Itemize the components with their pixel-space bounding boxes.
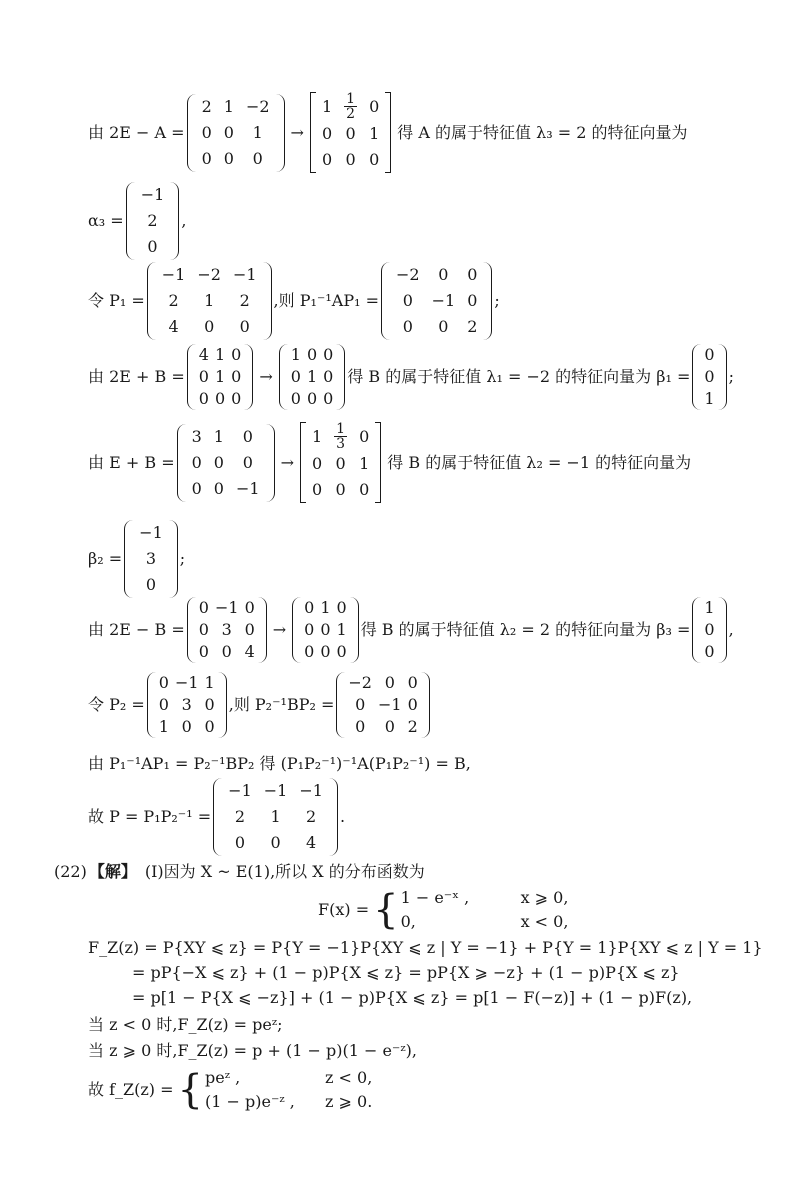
- matrix-cell: 0: [270, 833, 281, 852]
- matrix-cell: −1: [174, 673, 199, 692]
- q22-intro: (Ⅰ)因为 X ~ E(1),所以 X 的分布函数为: [144, 862, 425, 881]
- matrix-p-result: [213, 778, 338, 856]
- matrix-cell: 0: [223, 122, 234, 142]
- matrix-cell: 0: [320, 620, 331, 639]
- beta2-label: β₂ =: [88, 549, 123, 568]
- left-brace-icon: {: [177, 1067, 203, 1113]
- matrix-cell: 2: [201, 96, 212, 116]
- p1-suffix: ;: [494, 291, 500, 310]
- step2-prefix: 由 2E + B =: [88, 367, 185, 386]
- matrix-cell: 3: [191, 426, 202, 446]
- fz-line-1: [88, 936, 763, 960]
- step4-text: 得 B 的属于特征值 λ₂ = 2 的特征向量为 β₃ =: [360, 620, 691, 639]
- fz-derivation-1: F_Z(z) = P{XY ⩽ z} = P{Y = −1}P{XY ⩽ z | Y = −1} + P{Y = 1}P{XY ⩽ z | Y = 1}: [88, 938, 763, 957]
- case-neg-text: 当 z < 0 时,F_Z(z) = peᶻ;: [88, 1015, 283, 1034]
- matrix-2e-minus-b-reduced: [292, 597, 359, 663]
- matrix-cell: 2: [234, 807, 246, 826]
- matrix-cell: 0: [323, 389, 334, 408]
- matrix-cell: −2: [396, 265, 420, 284]
- case-pos-line: [88, 1039, 417, 1063]
- step4-line: [88, 597, 734, 663]
- matrix-cell: −1: [263, 781, 288, 800]
- matrix-cell: 0: [467, 265, 478, 284]
- matrix-cell: 0: [369, 96, 380, 116]
- matrix-cell: 1: [369, 124, 380, 143]
- matrix-cell: 0: [244, 598, 255, 617]
- vector-cell: −1: [140, 185, 165, 204]
- beta2-line: [88, 520, 185, 598]
- alpha3-label: α₃ =: [88, 211, 124, 230]
- pdf-line: [88, 1066, 372, 1114]
- vector-cell: 1: [704, 389, 715, 408]
- matrix-cell: 0: [198, 598, 209, 617]
- matrix-cell: 0: [321, 150, 333, 169]
- relation-line: [88, 752, 471, 776]
- matrix-cell: 1: [252, 122, 263, 142]
- matrix-cell: 1: [336, 620, 347, 639]
- matrix-2e-minus-b: [187, 597, 267, 663]
- matrix-cell: 0: [311, 480, 323, 499]
- matrix-cell: 0: [304, 642, 315, 661]
- matrix-2e-minus-a: [187, 94, 285, 172]
- matrix-cell: 4: [198, 345, 209, 364]
- matrix-cell: 1: [320, 598, 331, 617]
- cdf-x-cases: [401, 886, 569, 934]
- matrix-cell: 0: [244, 620, 255, 639]
- beta3-vector: [692, 597, 726, 663]
- matrix-cell: 1: [290, 345, 301, 364]
- p1-mid: ,则 P₁⁻¹AP₁ =: [273, 291, 379, 310]
- matrix-cell: −1: [299, 781, 323, 800]
- p1-label: 令 P₁ =: [88, 291, 145, 310]
- cdf-x-label: F(x) =: [318, 900, 370, 919]
- case-expression: peᶻ ,: [205, 1068, 241, 1087]
- matrix-cell: 0: [359, 480, 370, 499]
- matrix-cell: 2: [168, 291, 179, 310]
- matrix-cell: 0: [290, 389, 301, 408]
- matrix-cell: 0: [198, 389, 209, 408]
- matrix-2e-plus-b: [187, 344, 254, 410]
- pdf-label: 故 f_Z(z) =: [88, 1080, 174, 1099]
- matrix-cell: 1: [270, 807, 281, 826]
- matrix-cell: 0: [158, 673, 169, 692]
- case-expression: (1 − p)e⁻ᶻ ,: [205, 1092, 295, 1111]
- q22-tag: 【解】: [88, 862, 137, 881]
- fz-line-3: [132, 986, 692, 1010]
- matrix-cell: 0: [234, 833, 246, 852]
- matrix-cell: 0: [321, 124, 333, 143]
- beta2-vector: [124, 520, 178, 598]
- matrix-cell: 2: [239, 291, 250, 310]
- step3-prefix: 由 E + B =: [88, 452, 175, 472]
- matrix-cell: 3: [181, 695, 192, 714]
- matrix-cell: 0: [402, 317, 413, 336]
- matrix-2e-minus-a-reduced: [310, 92, 391, 173]
- matrix-cell: 0: [384, 717, 395, 736]
- matrix-cell: 1: [158, 717, 169, 736]
- matrix-cell: 1: [306, 367, 318, 386]
- matrix-cell: 2: [407, 717, 418, 736]
- matrix-cell: 0: [438, 317, 449, 336]
- matrix-cell: 0: [323, 367, 334, 386]
- matrix-cell: 0: [213, 478, 224, 498]
- matrix-cell: 1: [311, 426, 323, 446]
- vector-cell: 0: [145, 575, 157, 594]
- matrix-cell: 0: [201, 148, 212, 168]
- matrix-cell: 0: [402, 291, 413, 310]
- matrix-cell: 0: [311, 454, 323, 473]
- matrix-cell: −1: [235, 478, 260, 498]
- matrix-cell: 0: [214, 389, 226, 408]
- matrix-p1: [147, 262, 272, 340]
- case-condition: z ⩾ 0.: [325, 1092, 373, 1111]
- matrix-cell: 0: [198, 642, 209, 661]
- matrix-cell: 0: [158, 695, 169, 714]
- matrix-cell: 0: [306, 389, 318, 408]
- matrix-cell: 1: [204, 291, 215, 310]
- matrix-cell: −2: [348, 673, 372, 692]
- matrix-cell: 0: [191, 452, 202, 472]
- matrix-cell: 0: [239, 317, 250, 336]
- cdf-x-line: [318, 886, 568, 934]
- matrix-cell: $\frac{1}{2}$: [346, 91, 356, 122]
- step2-line: [88, 344, 734, 410]
- matrix-cell: 0: [304, 598, 315, 617]
- result-suffix: .: [339, 807, 346, 826]
- q22-header: [54, 860, 425, 884]
- matrix-2e-plus-b-reduced: [279, 344, 346, 410]
- matrix-cell: 0: [407, 673, 418, 692]
- left-brace-icon: {: [373, 887, 399, 933]
- p2-mid: ,则 P₂⁻¹BP₂ =: [228, 695, 335, 714]
- matrix-cell: 0: [204, 717, 215, 736]
- step4-suffix: ,: [728, 620, 734, 639]
- matrix-cell: 0: [336, 598, 347, 617]
- matrix-cell: −1: [228, 781, 252, 800]
- case-expression: 0,: [400, 912, 416, 931]
- matrix-e-plus-b-reduced: [300, 422, 381, 503]
- vector-cell: −1: [139, 523, 163, 542]
- matrix-cell: 0: [407, 695, 418, 714]
- case-condition: z < 0,: [325, 1068, 373, 1087]
- alpha3-line: [88, 182, 186, 260]
- step2-suffix: ;: [728, 367, 734, 386]
- vector-cell: 3: [145, 549, 157, 568]
- matrix-cell: 0: [181, 717, 192, 736]
- step4-prefix: 由 2E − B =: [88, 620, 185, 639]
- matrix-cell: −1: [161, 265, 186, 284]
- step1-prefix: 由 2E − A =: [88, 122, 185, 142]
- vector-cell: 2: [147, 211, 158, 230]
- step3-line: [88, 422, 691, 503]
- q22-number: (22): [54, 862, 87, 881]
- matrix-cell: −1: [232, 265, 257, 284]
- matrix-cell: 4: [306, 833, 317, 852]
- fz-line-2: [132, 961, 680, 985]
- matrix-cell: 0: [384, 673, 395, 692]
- p1-line: [88, 262, 500, 340]
- matrix-cell: 0: [198, 367, 209, 386]
- matrix-cell: 0: [323, 345, 334, 364]
- matrix-cell: 1: [204, 673, 215, 692]
- matrix-cell: 0: [204, 695, 215, 714]
- matrix-cell: 1: [223, 96, 234, 116]
- matrix-cell: 2: [306, 807, 317, 826]
- vector-cell: 0: [704, 345, 715, 364]
- matrix-cell: 0: [198, 620, 209, 639]
- case-expression: 1 − e⁻ˣ ,: [400, 888, 470, 907]
- arrow-icon: →: [290, 122, 304, 142]
- matrix-cell: 0: [306, 345, 318, 364]
- matrix-cell: 0: [345, 150, 356, 169]
- fz-derivation-3: = p[1 − P{X ⩽ −z}] + (1 − p)P{X ⩽ z} = p[1 − F(−z)] + (1 − p)F(z),: [132, 988, 693, 1007]
- matrix-cell: 1: [359, 454, 370, 473]
- case-condition: x < 0,: [520, 912, 569, 931]
- p2-label: 令 P₂ =: [88, 695, 145, 714]
- matrix-cell: −1: [377, 695, 402, 714]
- arrow-icon: →: [272, 620, 287, 639]
- matrix-cell: 0: [242, 426, 253, 446]
- matrix-cell: 0: [320, 642, 331, 661]
- matrix-cell: 0: [438, 265, 449, 284]
- matrix-cell: 2: [467, 317, 478, 336]
- matrix-cell: 0: [201, 122, 212, 142]
- matrix-cell: 0: [304, 620, 315, 639]
- matrix-cell: 4: [244, 642, 255, 661]
- matrix-cell: 0: [355, 695, 366, 714]
- matrix-cell: 0: [345, 124, 356, 143]
- alpha3-vector: [126, 182, 180, 260]
- case-condition: x ⩾ 0,: [520, 888, 569, 907]
- relation-text: 由 P₁⁻¹AP₁ = P₂⁻¹BP₂ 得 (P₁P₂⁻¹)⁻¹A(P₁P₂⁻¹) = B,: [88, 754, 471, 773]
- matrix-cell: 0: [231, 367, 242, 386]
- matrix-cell: 1: [214, 367, 226, 386]
- matrix-cell: 0: [242, 452, 253, 472]
- matrix-diag-a: [381, 262, 492, 340]
- matrix-cell: 0: [335, 454, 346, 473]
- matrix-cell: $\frac{1}{3}$: [336, 421, 346, 452]
- alpha3-suffix: ,: [181, 211, 187, 230]
- matrix-cell: −1: [214, 598, 239, 617]
- beta1-vector: [692, 344, 726, 410]
- matrix-cell: 0: [355, 717, 366, 736]
- matrix-cell: 0: [369, 150, 380, 169]
- matrix-cell: −2: [197, 265, 221, 284]
- matrix-cell: 0: [204, 317, 215, 336]
- beta2-suffix: ;: [179, 549, 186, 568]
- p2-line: [88, 672, 432, 738]
- vector-cell: 1: [704, 598, 715, 617]
- matrix-cell: 0: [231, 389, 242, 408]
- matrix-cell: 4: [168, 317, 179, 336]
- fz-derivation-2: = pP{−X ⩽ z} + (1 − p)P{X ⩽ z} = pP{X ⩾ −z} + (1 − p)P{X ⩽ z}: [132, 963, 680, 982]
- matrix-cell: 0: [467, 291, 478, 310]
- case-neg-line: [88, 1013, 283, 1037]
- step3-text: 得 B 的属于特征值 λ₂ = −1 的特征向量为: [387, 452, 692, 472]
- step1-line: [88, 92, 687, 173]
- result-line: [88, 778, 345, 856]
- matrix-cell: −1: [431, 291, 456, 310]
- matrix-cell: 0: [335, 480, 346, 499]
- matrix-cell: 0: [252, 148, 263, 168]
- arrow-icon: →: [280, 452, 294, 472]
- arrow-icon: →: [259, 367, 273, 386]
- vector-cell: 0: [704, 642, 715, 661]
- matrix-cell: 1: [213, 426, 224, 446]
- matrix-cell: 1: [321, 96, 333, 116]
- matrix-cell: 0: [231, 345, 242, 364]
- matrix-cell: 0: [359, 426, 370, 446]
- matrix-diag-b: [336, 672, 429, 738]
- step1-text: 得 A 的属于特征值 λ₃ = 2 的特征向量为: [397, 122, 688, 142]
- matrix-cell: −2: [245, 96, 270, 116]
- result-label: 故 P = P₁P₂⁻¹ =: [88, 807, 212, 826]
- matrix-cell: 0: [290, 367, 301, 386]
- pdf-cases: [205, 1066, 372, 1114]
- vector-cell: 0: [704, 620, 715, 639]
- matrix-cell: 0: [213, 452, 224, 472]
- matrix-cell: 1: [214, 345, 226, 364]
- matrix-cell: 0: [223, 148, 234, 168]
- matrix-cell: 0: [191, 478, 202, 498]
- matrix-cell: 0: [336, 642, 347, 661]
- matrix-p2: [147, 672, 227, 738]
- case-pos-text: 当 z ⩾ 0 时,F_Z(z) = p + (1 − p)(1 − e⁻ᶻ),: [88, 1041, 417, 1060]
- matrix-cell: 3: [221, 620, 232, 639]
- vector-cell: 0: [704, 367, 715, 386]
- step2-text: 得 B 的属于特征值 λ₁ = −2 的特征向量为 β₁ =: [347, 367, 691, 386]
- matrix-cell: 0: [221, 642, 232, 661]
- vector-cell: 0: [147, 237, 158, 256]
- matrix-e-plus-b: [177, 424, 275, 502]
